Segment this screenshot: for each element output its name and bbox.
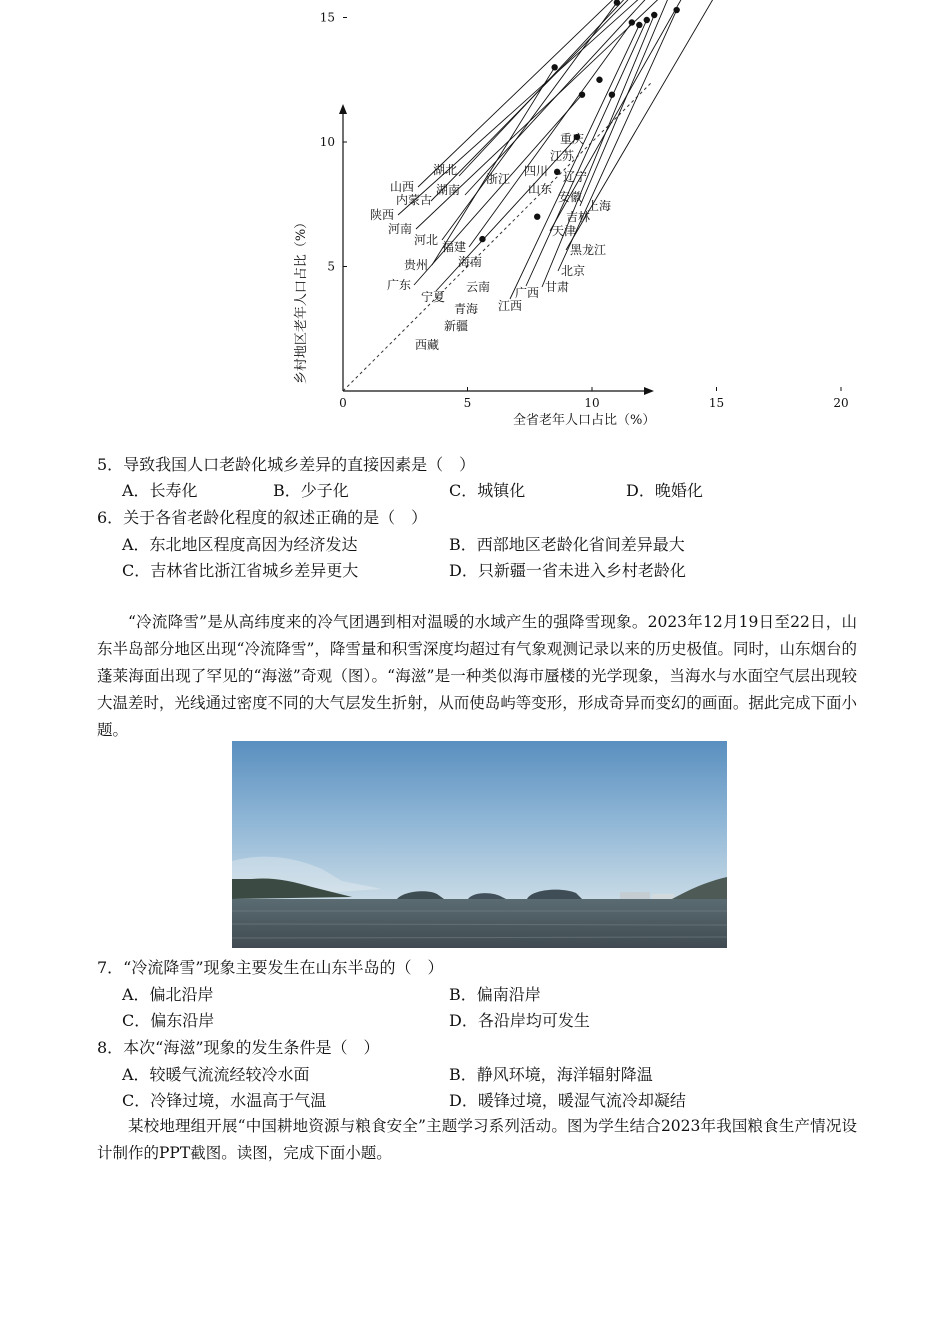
q7-option-c[interactable]: C．偏东沿岸 — [122, 1011, 215, 1030]
y-axis-label: 乡村地区老年人口占比（%） — [294, 215, 309, 385]
data-point — [609, 91, 615, 97]
reference-line — [343, 82, 652, 391]
point-label: 广东 — [387, 278, 412, 292]
q8-option-d[interactable]: D．暖锋过境，暖湿气流冷却凝结 — [449, 1091, 686, 1110]
point-labels — [370, 131, 611, 352]
y-tick-label: 10 — [319, 135, 335, 149]
data-point — [551, 64, 557, 70]
point-label: 河北 — [414, 233, 439, 247]
y-tick-label: 15 — [319, 10, 335, 25]
point-label: 福建 — [442, 240, 467, 254]
q8-option-b[interactable]: B．静风环境，海洋辐射降温 — [449, 1065, 653, 1084]
q5-option-b[interactable]: B．少子化 — [273, 481, 349, 500]
data-point — [596, 77, 602, 83]
data-point — [579, 91, 585, 97]
point-label: 吉林 — [566, 210, 591, 224]
point-label: 湖北 — [433, 163, 458, 177]
question-7-stem: 7．“冷流降雪”现象主要发生在山东半岛的（ ） — [97, 958, 444, 977]
leader-line — [510, 25, 639, 299]
point-label: 西藏 — [415, 338, 440, 352]
data-point — [534, 214, 540, 220]
point-label: 海南 — [458, 255, 483, 269]
point-label: 重庆 — [560, 132, 585, 146]
point-label: 云南 — [466, 280, 491, 294]
q7-option-d[interactable]: D．各沿岸均可发生 — [449, 1011, 590, 1030]
passage-cold-flow-snow: “冷流降雪”是从高纬度来的冷气团遇到相对温暖的水域产生的强降雪现象。2023年12月19日至22日，山东半岛部分地区出现“冷流降雪”，降雪量和积雪深度均超过有气象观测记录以来的历史极值。同时，山东烟台的蓬莱海面出现了罕见的“海滋”奇观（图）。“海滋”是一种类似海市蜃楼的光学现象，当海水与水面空气层出现较大温差时，光线通过密度不同的大气层发生折射，从而使岛屿等变形，形成奇异而变幻的画面。据此完成下面小题。 — [97, 613, 857, 739]
q6-option-a[interactable]: A．东北地区程度高因为经济发达 — [122, 535, 358, 554]
chart-axes — [339, 104, 654, 395]
x-axis-arrow — [644, 387, 654, 395]
point-label: 甘肃 — [545, 280, 570, 294]
point-label: 安徽 — [558, 190, 583, 204]
point-label: 河南 — [388, 222, 413, 236]
data-point — [673, 7, 679, 13]
point-label: 江苏 — [550, 149, 575, 163]
point-label: 天津 — [552, 224, 577, 238]
q7-option-b[interactable]: B．偏南沿岸 — [449, 985, 541, 1004]
data-point — [636, 22, 642, 28]
point-label: 湖南 — [436, 183, 461, 197]
point-label: 黑龙江 — [570, 243, 607, 257]
x-tick-label: 0 — [339, 396, 347, 410]
x-tick-label: 20 — [833, 396, 849, 410]
passage-farmland-food-security: 某校地理组开展“中国耕地资源与粮食安全”主题学习系列活动。图为学生结合2023年我国粮食生产情况设计制作的PPT截图。读图，完成下面小题。 — [97, 1117, 857, 1162]
data-point — [629, 19, 635, 25]
point-label: 宁夏 — [421, 290, 446, 304]
point-label: 辽宁 — [563, 170, 588, 184]
q6-option-d[interactable]: D．只新疆一省未进入乡村老龄化 — [449, 561, 686, 580]
q5-option-c[interactable]: C．城镇化 — [449, 481, 526, 500]
q6-option-b[interactable]: B．西部地区老龄化省间差异最大 — [449, 535, 685, 554]
point-label: 山东 — [528, 182, 553, 196]
q8-option-a[interactable]: A．较暖气流流经较冷水面 — [122, 1065, 310, 1084]
reference-line-y-equals-x — [343, 82, 652, 391]
question-5-stem: 5．导致我国人口老龄化城乡差异的直接因素是（ ） — [97, 455, 476, 474]
q8-option-c[interactable]: C．冷锋过境，水温高于气温 — [122, 1091, 327, 1110]
q7-option-a[interactable]: A．偏北沿岸 — [122, 985, 214, 1004]
point-label: 广西 — [515, 286, 540, 300]
q5-option-d[interactable]: D．晚婚化 — [626, 481, 703, 500]
data-point — [644, 17, 650, 23]
point-label: 陕西 — [370, 208, 395, 222]
point-label: 上海 — [587, 199, 612, 213]
point-label: 北京 — [561, 264, 586, 278]
point-label: 四川 — [524, 164, 549, 178]
point-label: 贵州 — [404, 258, 429, 272]
scatter-chart — [280, 10, 849, 435]
data-point — [479, 236, 485, 242]
point-label: 浙江 — [486, 172, 511, 186]
point-label: 新疆 — [444, 319, 469, 333]
point-label: 山西 — [390, 180, 415, 194]
y-tick-label: 5 — [327, 259, 335, 274]
x-tick-label: 5 — [463, 396, 472, 410]
x-axis-label: 全省老年人口占比（%） — [513, 413, 656, 428]
point-label: 内蒙古 — [396, 193, 433, 207]
data-point — [651, 12, 657, 18]
y-axis-arrow — [339, 104, 347, 114]
q6-option-c[interactable]: C．吉林省比浙江省城乡差异更大 — [122, 561, 359, 580]
question-8-stem: 8．本次“海滋”现象的发生条件是（ ） — [97, 1038, 380, 1057]
q5-option-a[interactable]: A．长寿化 — [122, 481, 198, 500]
x-tick-label: 15 — [708, 396, 725, 410]
data-points — [479, 0, 779, 242]
question-6-stem: 6．关于各省老龄化程度的叙述正确的是（ ） — [97, 508, 428, 527]
data-point — [554, 169, 560, 175]
point-label: 江西 — [498, 299, 523, 313]
point-label: 青海 — [454, 302, 479, 316]
x-tick-label: 10 — [584, 396, 600, 410]
sea-mirage-photo — [232, 741, 727, 948]
